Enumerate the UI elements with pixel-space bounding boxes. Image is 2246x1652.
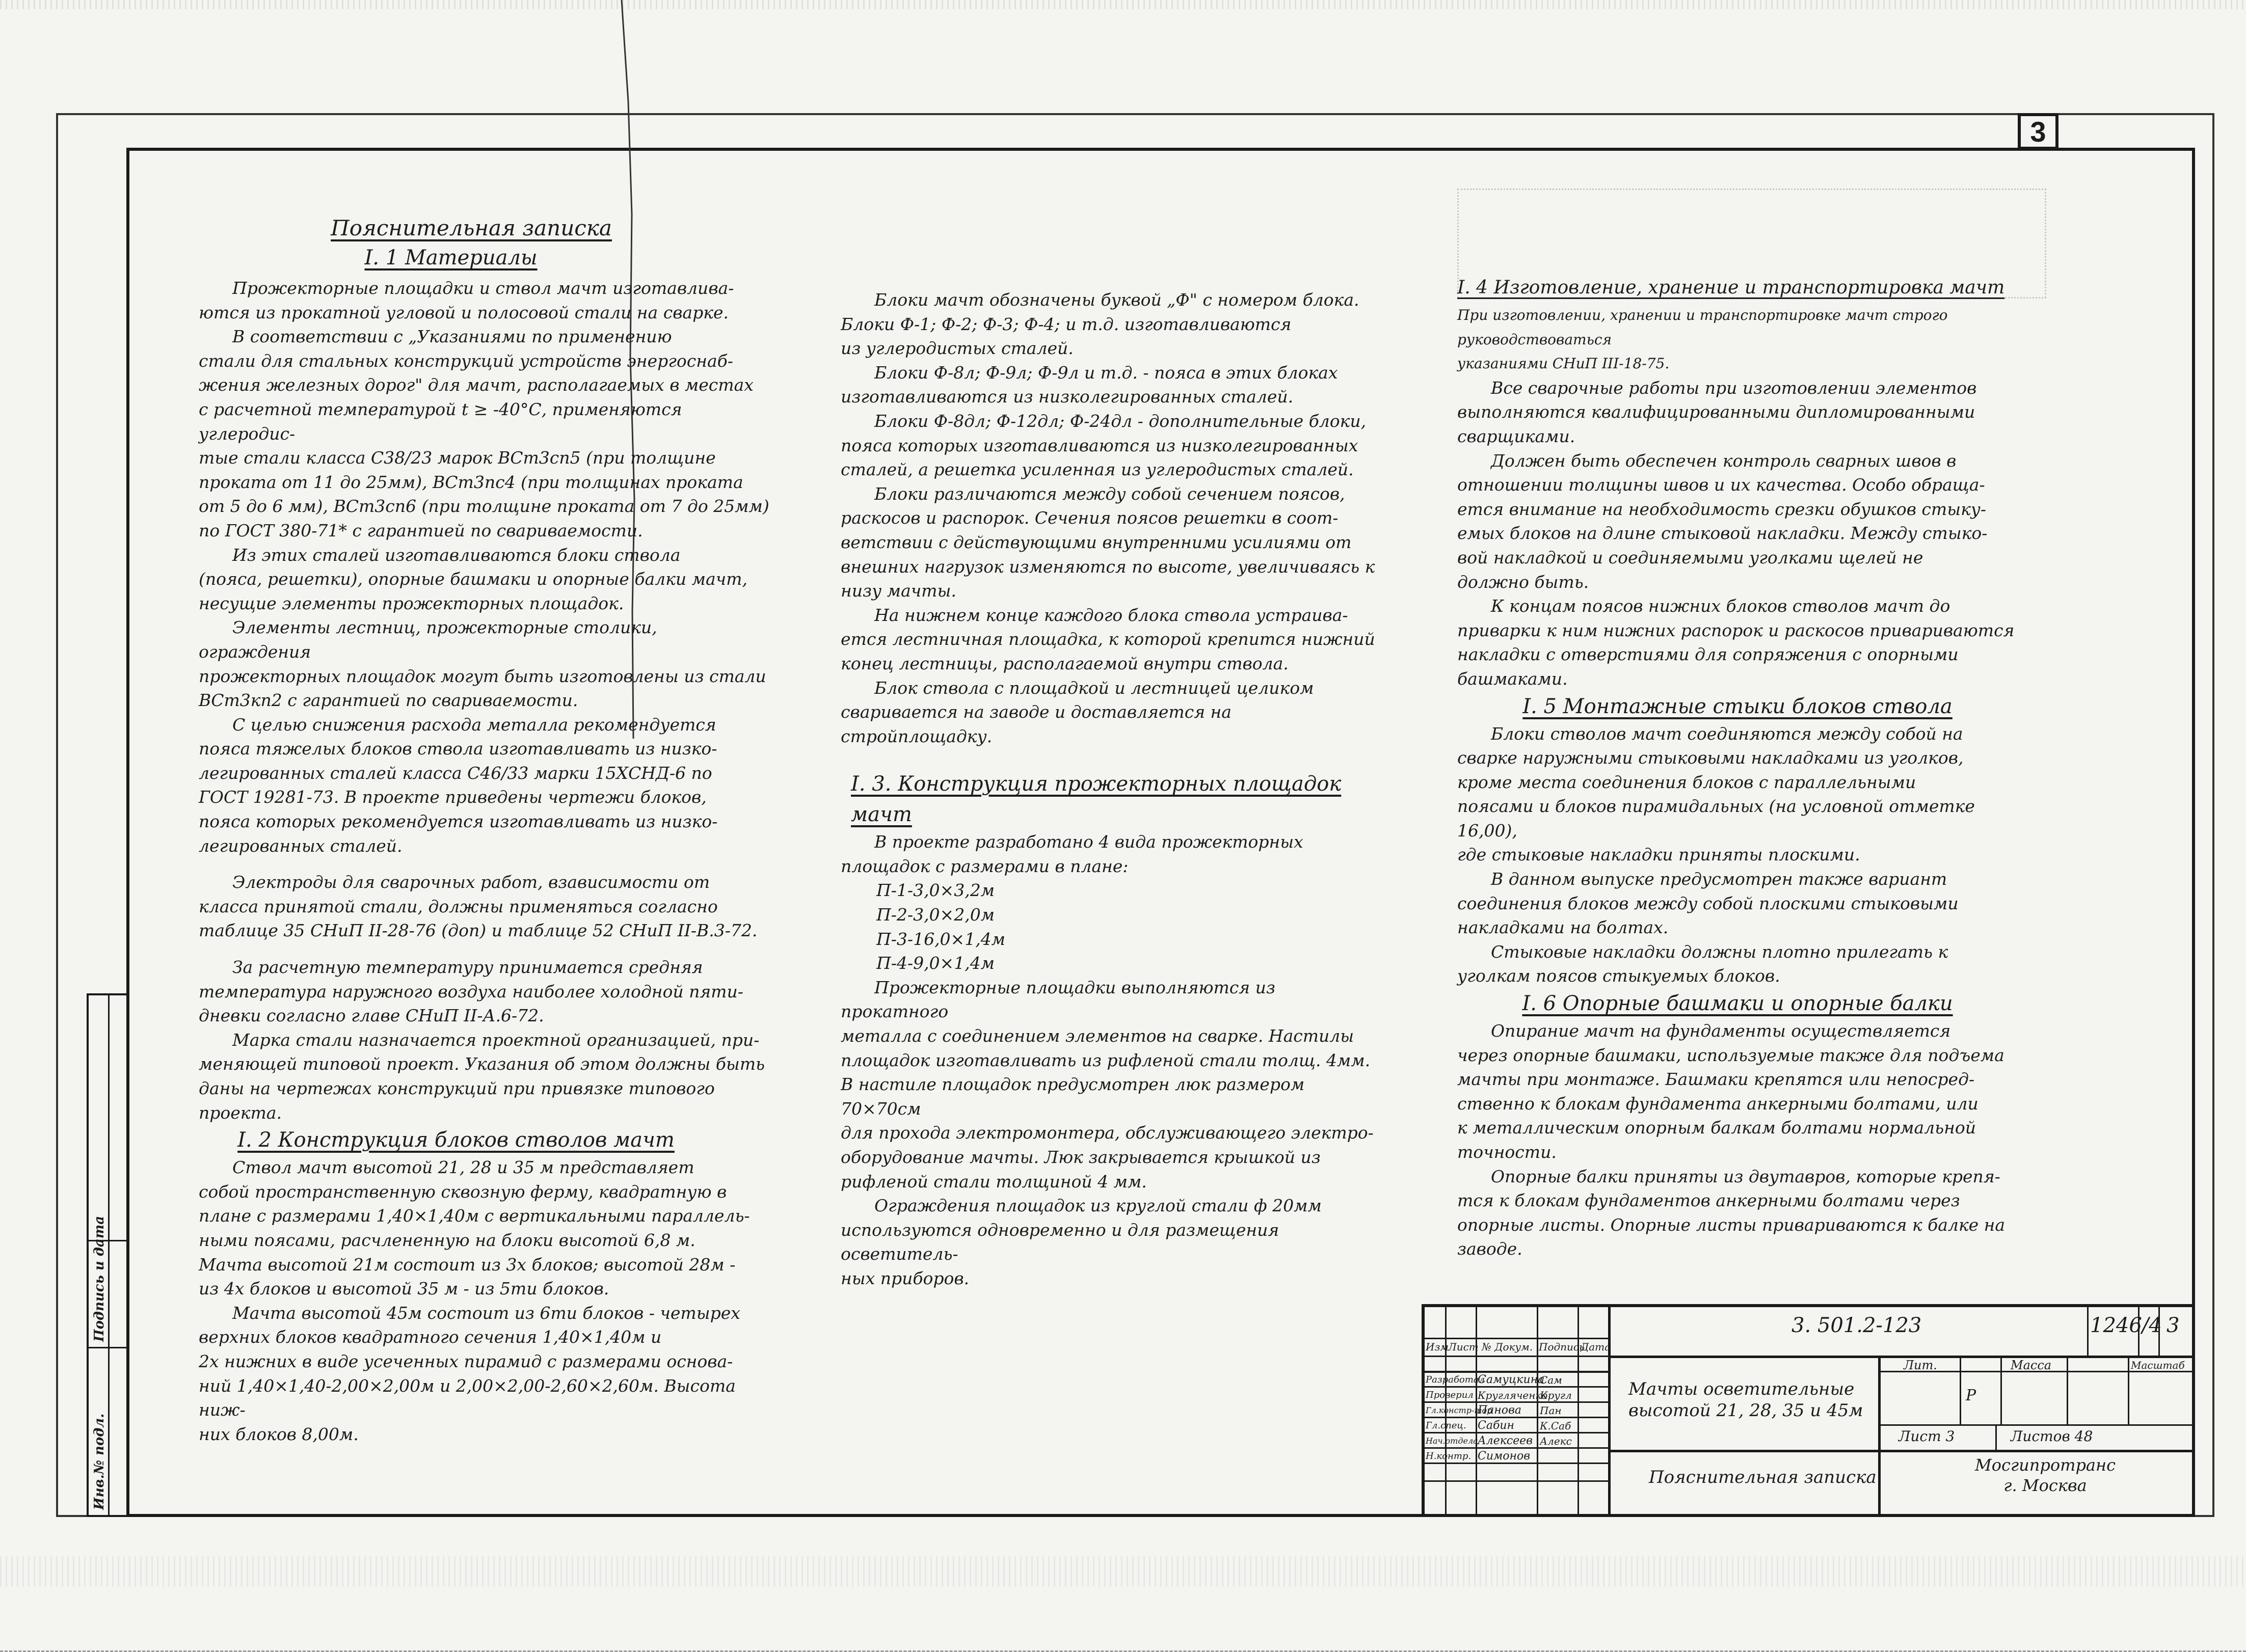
tb-signature: Пан [1540, 1404, 1562, 1417]
platform-item: П-2-3,0×2,0м [876, 905, 995, 925]
tb-organization: Мосгипротранс г. Москва [1975, 1455, 2116, 1495]
section-2-heading: I. 2 Конструкция блоков стволов мачт [237, 1128, 675, 1152]
paragraph: Стыковые накладки должны плотно прилегать к уголкам поясов стыкуемых блоков. [1457, 941, 1948, 986]
tb-header-izm: Изм [1426, 1341, 1449, 1353]
section-1-heading: I. 1 Материалы [364, 246, 538, 269]
tb-name: Сабин [1478, 1419, 1515, 1432]
tb-role: Н.контр. [1426, 1451, 1472, 1461]
sheet-number-box [2018, 113, 2058, 150]
paragraph: Блоки Ф-8дл; Ф-12дл; Ф-24дл - дополнительные блоки, пояса которых изготавливаются из низколегированных сталей, а решетка усиленная из углеродистых сталей. [841, 411, 1367, 480]
tb-name: Кругляченко [1478, 1389, 1548, 1401]
tb-signature: Сам [1540, 1374, 1562, 1386]
tb-ref-code: 1246/4 [2090, 1314, 2162, 1337]
paragraph: Прожекторные площадки выполняются из прокатного металла с соединением элементов на сварке. Настилы площадок изготавливать из рифленой стали толщ. 4мм. В настиле площадок предусмотрен люк размером 70×70см для прохода электромонтера, обслуживающего электро- оборудование мачты. Люк закрывается крышкой из рифленой стали толщиной 4 мм. [841, 977, 1374, 1191]
tb-doc-title: Пояснительная записка [1649, 1467, 1877, 1487]
paragraph: Прожекторные площадки и ствол мачт изготавлива- ются из прокатной угловой и полосовой стали на сварке. [199, 278, 734, 322]
tb-signature: Кругл [1540, 1389, 1572, 1401]
tb-header-podpis: Подпись [1539, 1341, 1585, 1353]
section-4-heading: I. 4 Изготовление, хранение и транспортировка мачт [1457, 277, 2005, 298]
tb-header-data: Дата [1581, 1341, 1611, 1353]
left-column [199, 214, 774, 1446]
paragraph: Ограждения площадок из круглой стали ф 20мм используются одновременно и для размещения осветитель- ных приборов. [841, 1196, 1322, 1288]
tb-sheets-label: Листов 48 [2011, 1428, 2093, 1445]
tb-lit-value: Р [1966, 1387, 1976, 1404]
title-block [1422, 1304, 2195, 1517]
tb-name: Панова [1478, 1404, 1521, 1417]
paragraph: Блоки различаются между собой сечением поясов, раскосов и распорок. Сечения поясов решетки в соот- ветствии с действующими внутренними усилиями от внешних нагрузок изменяются по высоте, увеличиваясь к низу мачты. [841, 483, 1375, 601]
tb-header-masshtab: Масштаб [2131, 1359, 2185, 1371]
paragraph: Ствол мачт высотой 21, 28 и 35 м представляет собой пространственную сквозную ферму, квадратную в плане с размерами 1,40×1,40м с вертикальными параллель- ными поясами, расчлененную на блоки высотой 6,8 м. Мачта высотой 21м состоит из 3х блоков; высотой 28м - из 4х блоков и высотой 35 м - из 5ти блоков. [199, 1157, 750, 1299]
tb-header-lit: Лит. [1904, 1358, 1937, 1372]
paragraph: Опорные балки приняты из двутавров, которые крепя- тся к блокам фундаментов анкерными болтами через опорные листы. Опорные листы привариваются к балке на заводе. [1457, 1166, 2006, 1259]
tb-role: Разработал [1426, 1374, 1485, 1385]
paragraph: Блоки стволов мачт соединяются между собой на сварке наружными стыковыми накладками из уголков, кроме места соединения блоков с параллельными поясами и блоков пирамидальных (на условной отметке 16,00), где стыковые накладки приняты плоскими. [1457, 723, 1975, 865]
tb-name: Самуцкина [1478, 1373, 1545, 1386]
tb-role: Проверил [1426, 1390, 1474, 1400]
document-title: Пояснительная записка [331, 215, 612, 240]
tb-header-massa: Масса [2011, 1358, 2052, 1372]
paragraph: При изготовлении, хранении и транспортировке мачт строго руководствоваться указаниями СНиП III-18-75. [1457, 307, 1948, 372]
side-sign-date-label: Подпись и дата [92, 1215, 107, 1342]
tb-role: Нач.отдела [1426, 1436, 1478, 1446]
scan-noise-top [0, 0, 2246, 9]
tb-doc-code: 3. 501.2-123 [1792, 1314, 1922, 1337]
paragraph: Мачта высотой 45м состоит из 6ти блоков - четырех верхних блоков квадратного сечения 1,40×1,40м и 2х нижних в виде усеченных пирамид с размерами основа- ний 1,40×1,40-2,00×2,00м и 2,00×2,00-2,60×2,60м. Высота ниж- них блоков 8,00м. [199, 1303, 740, 1444]
paragraph: Элементы лестниц, прожекторные столики, ограждения прожекторных площадок могут быть изготовлены из стали ВСт3кп2 с гарантией по свариваемости. [199, 617, 766, 711]
section-5-heading: I. 5 Монтажные стыки блоков ствола [1522, 694, 1953, 718]
platform-item: П-4-9,0×1,4м [876, 953, 995, 973]
scan-noise-bottom [0, 1556, 2246, 1587]
paragraph: Из этих сталей изготавливаются блоки ствола (пояса, решетки), опорные башмаки и опорные балки мачт, несущие элементы прожекторных площадок. [199, 545, 747, 613]
paragraph: Электроды для сварочных работ, взависимости от класса принятой стали, должны применяться согласно таблице 35 СНиП II-28-76 (доп) и таблице 52 СНиП II-В.3-72. [199, 872, 758, 941]
paragraph: На нижнем конце каждого блока ствола устраива- ется лестничная площадка, к которой крепится нижний конец лестницы, располагаемой внутри ствола. [841, 605, 1375, 673]
paragraph: В проекте разработано 4 вида прожекторных площадок с размерами в плане: [841, 832, 1303, 876]
paragraph: Все сварочные работы при изготовлении элементов выполняются квалифицированными дипломированными сварщиками. [1457, 377, 1977, 446]
sheet-number: 3 [2030, 115, 2046, 148]
paragraph: Должен быть обеспечен контроль сварных швов в отношении толщины швов и их качества. Особо обраща- ется внимание на необходимость срезки обушков стыку- емых блоков на длине стыковой накладки. Между стыко- вой накладкой и соединяемыми уголками щелей не должно быть. [1457, 450, 1988, 592]
tb-name: Симонов [1478, 1450, 1531, 1463]
tb-header-ndok: № Докум. [1482, 1341, 1533, 1353]
paragraph: С целью снижения расхода металла рекомендуется пояса тяжелых блоков ствола изготавливать из низко- легированных сталей класса С46/33 марки 15ХСНД-6 по ГОСТ 19281-73. В проекте приведены чертежи блоков, пояса которых рекомендуется изготавливать из низко- легированных сталей. [199, 714, 718, 856]
paragraph: Марка стали назначается проектной организацией, при- меняющей типовой проект. Указания об этом должны быть даны на чертежах конструкций при привязке типового проекта. [199, 1030, 765, 1123]
platform-item: П-3-16,0×1,4м [876, 929, 1006, 949]
tb-sheet-label: Лист 3 [1899, 1428, 1955, 1445]
paragraph: Блоки Ф-8л; Ф-9л; Ф-9л и т.д. - пояса в этих блоках изготавливаются из низколегированных сталей. [841, 362, 1338, 407]
tb-signature: Алекс [1540, 1435, 1572, 1447]
tb-role: Гл.констр-тор [1426, 1405, 1492, 1415]
paragraph: За расчетную температуру принимается средняя температура наружного воздуха наиболее холодной пяти- дневки согласно главе СНиП II-А.6-72. [199, 957, 743, 1026]
section-3-heading: I. 3. Конструкция прожекторных площадок мачт [851, 772, 1342, 827]
paragraph: К концам поясов нижних блоков стволов мачт до приварки к ним нижних распорок и раскосов привариваются накладки с отверстиями для сопряжения с опорными башмаками. [1457, 596, 2015, 689]
tb-name: Алексеев [1478, 1434, 1533, 1447]
tb-project-title: Мачты осветительные высотой 21, 28, 35 и 45м [1628, 1379, 1863, 1421]
platform-item: П-1-3,0×3,2м [876, 880, 995, 901]
paragraph: В данном выпуске предусмотрен также вариант соединения блоков между собой плоскими стыковыми накладками на болтах. [1457, 869, 1959, 938]
middle-column [841, 288, 1376, 1291]
paragraph: Опирание мачт на фундаменты осуществляется через опорные башмаки, используемые также для подъема мачты при монтаже. Башмаки крепятся или непосред- ственно к блокам фундамента анкерными болтами, или к металлическим опорным балкам болтами нормальной точности. [1457, 1021, 2004, 1162]
tb-signature: К.Саб [1540, 1420, 1571, 1432]
side-margin-stamp [87, 993, 126, 1517]
side-inventory-label: Инв.№ подл. [92, 1413, 107, 1510]
section-6-heading: I. 6 Опорные башмаки и опорные балки [1522, 992, 1953, 1016]
tb-sheet: 3 [2167, 1314, 2180, 1337]
paragraph: Блоки мачт обозначены буквой „Ф" с номером блока. Блоки Ф-1; Ф-2; Ф-3; Ф-4; и т.д. изготавливаются из углеродистых сталей. [841, 290, 1359, 359]
right-column [1457, 273, 2018, 1261]
paragraph: В соответствии с „Указаниями по применению стали для стальных конструкций устройств энергоснаб- жения железных дорог" для мачт, располагаемых в местах с расчетной температурой t ≥ -40°С, применяются углеродис- тые стали класса С38/23 марок ВСт3сп5 (при толщине проката от 11 до 25мм), ВСт3пс4 (при толщинах проката от 5 до 6 мм), ВСт3сп6 (при толщине проката от 7 до 25мм) по ГОСТ 380-71* с гарантией по свариваемости. [199, 327, 769, 540]
tb-header-list: Лист [1448, 1341, 1479, 1353]
tb-role: Гл.спец. [1426, 1420, 1466, 1431]
paragraph: Блок ствола с площадкой и лестницей целиком сваривается на заводе и доставляется на стройплощадку. [841, 678, 1314, 746]
